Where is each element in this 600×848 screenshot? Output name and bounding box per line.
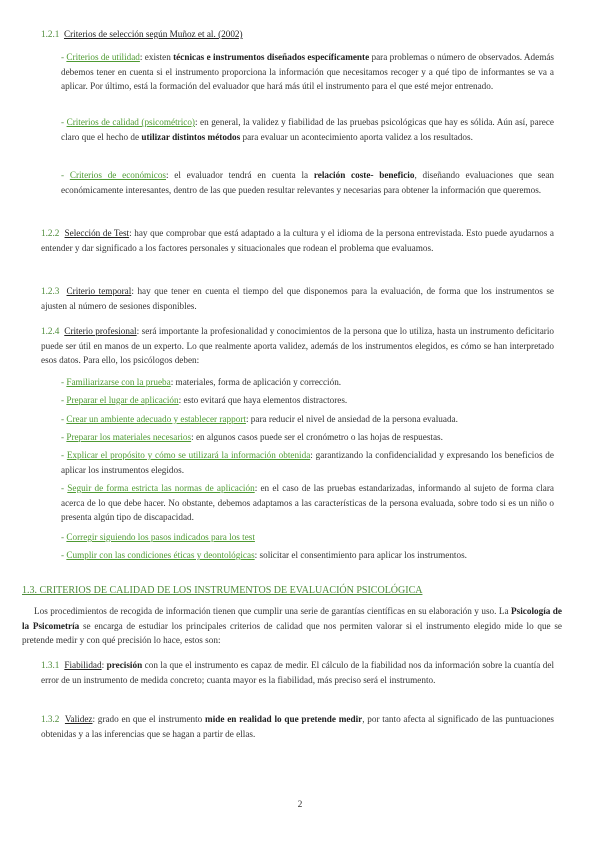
link-criterios-calidad[interactable]: Criterios de calidad (psicométrico)	[66, 117, 195, 127]
list-item: - Preparar los materiales necesarios: en algunos casos puede ser el cronómetro o las hojas de respuestas.	[61, 432, 443, 442]
section-title: Criterio temporal	[66, 286, 132, 296]
list-item: - Criterios de calidad (psicométrico): en general, la validez y fiabilidad de las pruebas psicológicas que hay es sólida. Aún así, parece claro que el hecho de utilizar distintos métodos para evaluar un acontecimiento aporta validez a los resultados.	[61, 117, 554, 142]
section-1-3-heading: 1.3. CRITERIOS DE CALIDAD DE LOS INSTRUMENTOS DE EVALUACIÓN PSICOLÓGICA	[22, 585, 423, 596]
link-explicar-proposito[interactable]: Explicar el propósito y cómo se utilizará la información obtenida	[66, 450, 311, 460]
section-title: Fiabilidad	[64, 660, 102, 670]
list-item: - Seguir de forma estricta las normas de aplicación: en el caso de las pruebas estandarizadas, informando al sujeto de forma clara acerca de lo que debe hacer. No obstante, debemos adaptamos a las características de la persona evaluada, sobre todo si es un niño o presenta algún tipo de discapacidad.	[61, 483, 555, 523]
section-1-2-1-heading: 1.2.1 Criterios de selección según Muñoz et al. (2002)	[41, 29, 243, 39]
section-title: Criterio profesional	[64, 326, 137, 336]
list-item: - Explicar el propósito y cómo se utilizará la información obtenida: garantizando la confidencialidad y expresando los beneficios de aplicar los instrumentos elegidos.	[61, 450, 554, 475]
link-preparar-materiales[interactable]: Preparar los materiales necesarios	[66, 432, 192, 442]
link-corregir[interactable]: Corregir siguiendo los pasos indicados para los test	[66, 532, 255, 542]
link-crear-ambiente[interactable]: Crear un ambiente adecuado y establecer rapport	[66, 414, 246, 424]
section-title: Validez	[64, 714, 93, 724]
list-item: - Familiarizarse con la prueba: materiales, forma de aplicación y corrección.	[61, 377, 342, 387]
section-title: Selección de Test	[64, 228, 130, 238]
link-preparar-lugar[interactable]: Preparar el lugar de aplicación	[66, 395, 179, 405]
section-1-3-paragraph: Los procedimientos de recogida de información tienen que cumplir una serie de garantías científicas en su elaboración y uso. La Psicología de la Psicometría se encarga de estudiar los principales criterios de calidad que nos permiten valorar si el instrumento elegido mide lo que se pretende medir y con qué precisión lo hace, estos son:	[22, 606, 562, 646]
list-item: - Corregir siguiendo los pasos indicados para los test	[61, 532, 255, 542]
section-1-2-2: 1.2.2 Selección de Test: hay que comprobar que está adaptado a la cultura y el idioma de la persona entrevistada. Esto puede ayudarnos a entender y dar significado a los factores personales y situacionales que rodean el problema que evaluamos.	[41, 228, 554, 253]
section-title: Criterios de selección según Muñoz et al. (2002)	[63, 29, 243, 39]
list-item: - Criterios de utilidad: existen técnicas e instrumentos diseñados específicamente para problemas o número de observados. Además debemos tener en cuenta si el instrumento proporciona la información que necesitamos recoger y a qué tipo de informantes se va a aplicar. Por último, está la formación del evaluador que hará más útil el instrumento para el que esté mejor entrenado.	[61, 52, 555, 92]
link-criterios-utilidad[interactable]: Criterios de utilidad	[66, 52, 140, 62]
section-1-3-2: 1.3.2 Validez: grado en que el instrumento mide en realidad lo que pretende medir, por tanto afecta al significado de las puntuaciones obtenidas y a las inferencias que se hagan a partir de ellas.	[41, 714, 555, 739]
list-item: - Cumplir con las condiciones éticas y deontológicas: solicitar el consentimiento para aplicar los instrumentos.	[61, 550, 467, 560]
link-seguir-normas[interactable]: Seguir de forma estricta las normas de aplicación	[67, 483, 255, 493]
link-cumplir-condiciones[interactable]: Cumplir con las condiciones éticas y deontológicas	[66, 550, 255, 560]
section-1-3-1: 1.3.1 Fiabilidad: precisión con la que el instrumento es capaz de medir. El cálculo de la fiabilidad nos da información sobre la cuantía del error de un instrumento de medida concreto; cuanta mayor es la fiabilidad, más preciso será el instrumento.	[41, 660, 555, 685]
list-item: - Crear un ambiente adecuado y establecer rapport: para reducir el nivel de ansiedad de la persona evaluada.	[61, 414, 458, 424]
link-criterios-economicos[interactable]: Criterios de económicos	[69, 170, 167, 180]
section-1-2-3: 1.2.3 Criterio temporal: hay que tener en cuenta el tiempo del que disponemos para la evaluación, de forma que los instrumentos se ajusten al número de sesiones disponibles.	[41, 286, 555, 311]
list-item: - Criterios de económicos: el evaluador tendrá en cuenta la relación coste- beneficio, diseñando evaluaciones que sean económicamente interesantes, dentro de las que pueden resultar relevantes y necesarias para obtener la información que queremos.	[61, 170, 555, 195]
list-item: - Preparar el lugar de aplicación: esto evitará que haya elementos distractores.	[61, 395, 348, 405]
section-1-2-4: 1.2.4 Criterio profesional: será importante la profesionalidad y conocimientos de la persona que lo utiliza, hasta un instrumento deficitario puede ser útil en manos de un experto. Lo que realmente aporta validez, además de los instrumentos elegidos, es cómo se han interpretado esos datos. Para ello, los psicólogos deben:	[41, 326, 554, 366]
link-familiarizarse[interactable]: Familiarizarse con la prueba	[66, 377, 171, 387]
page-number: 2	[297, 800, 303, 810]
